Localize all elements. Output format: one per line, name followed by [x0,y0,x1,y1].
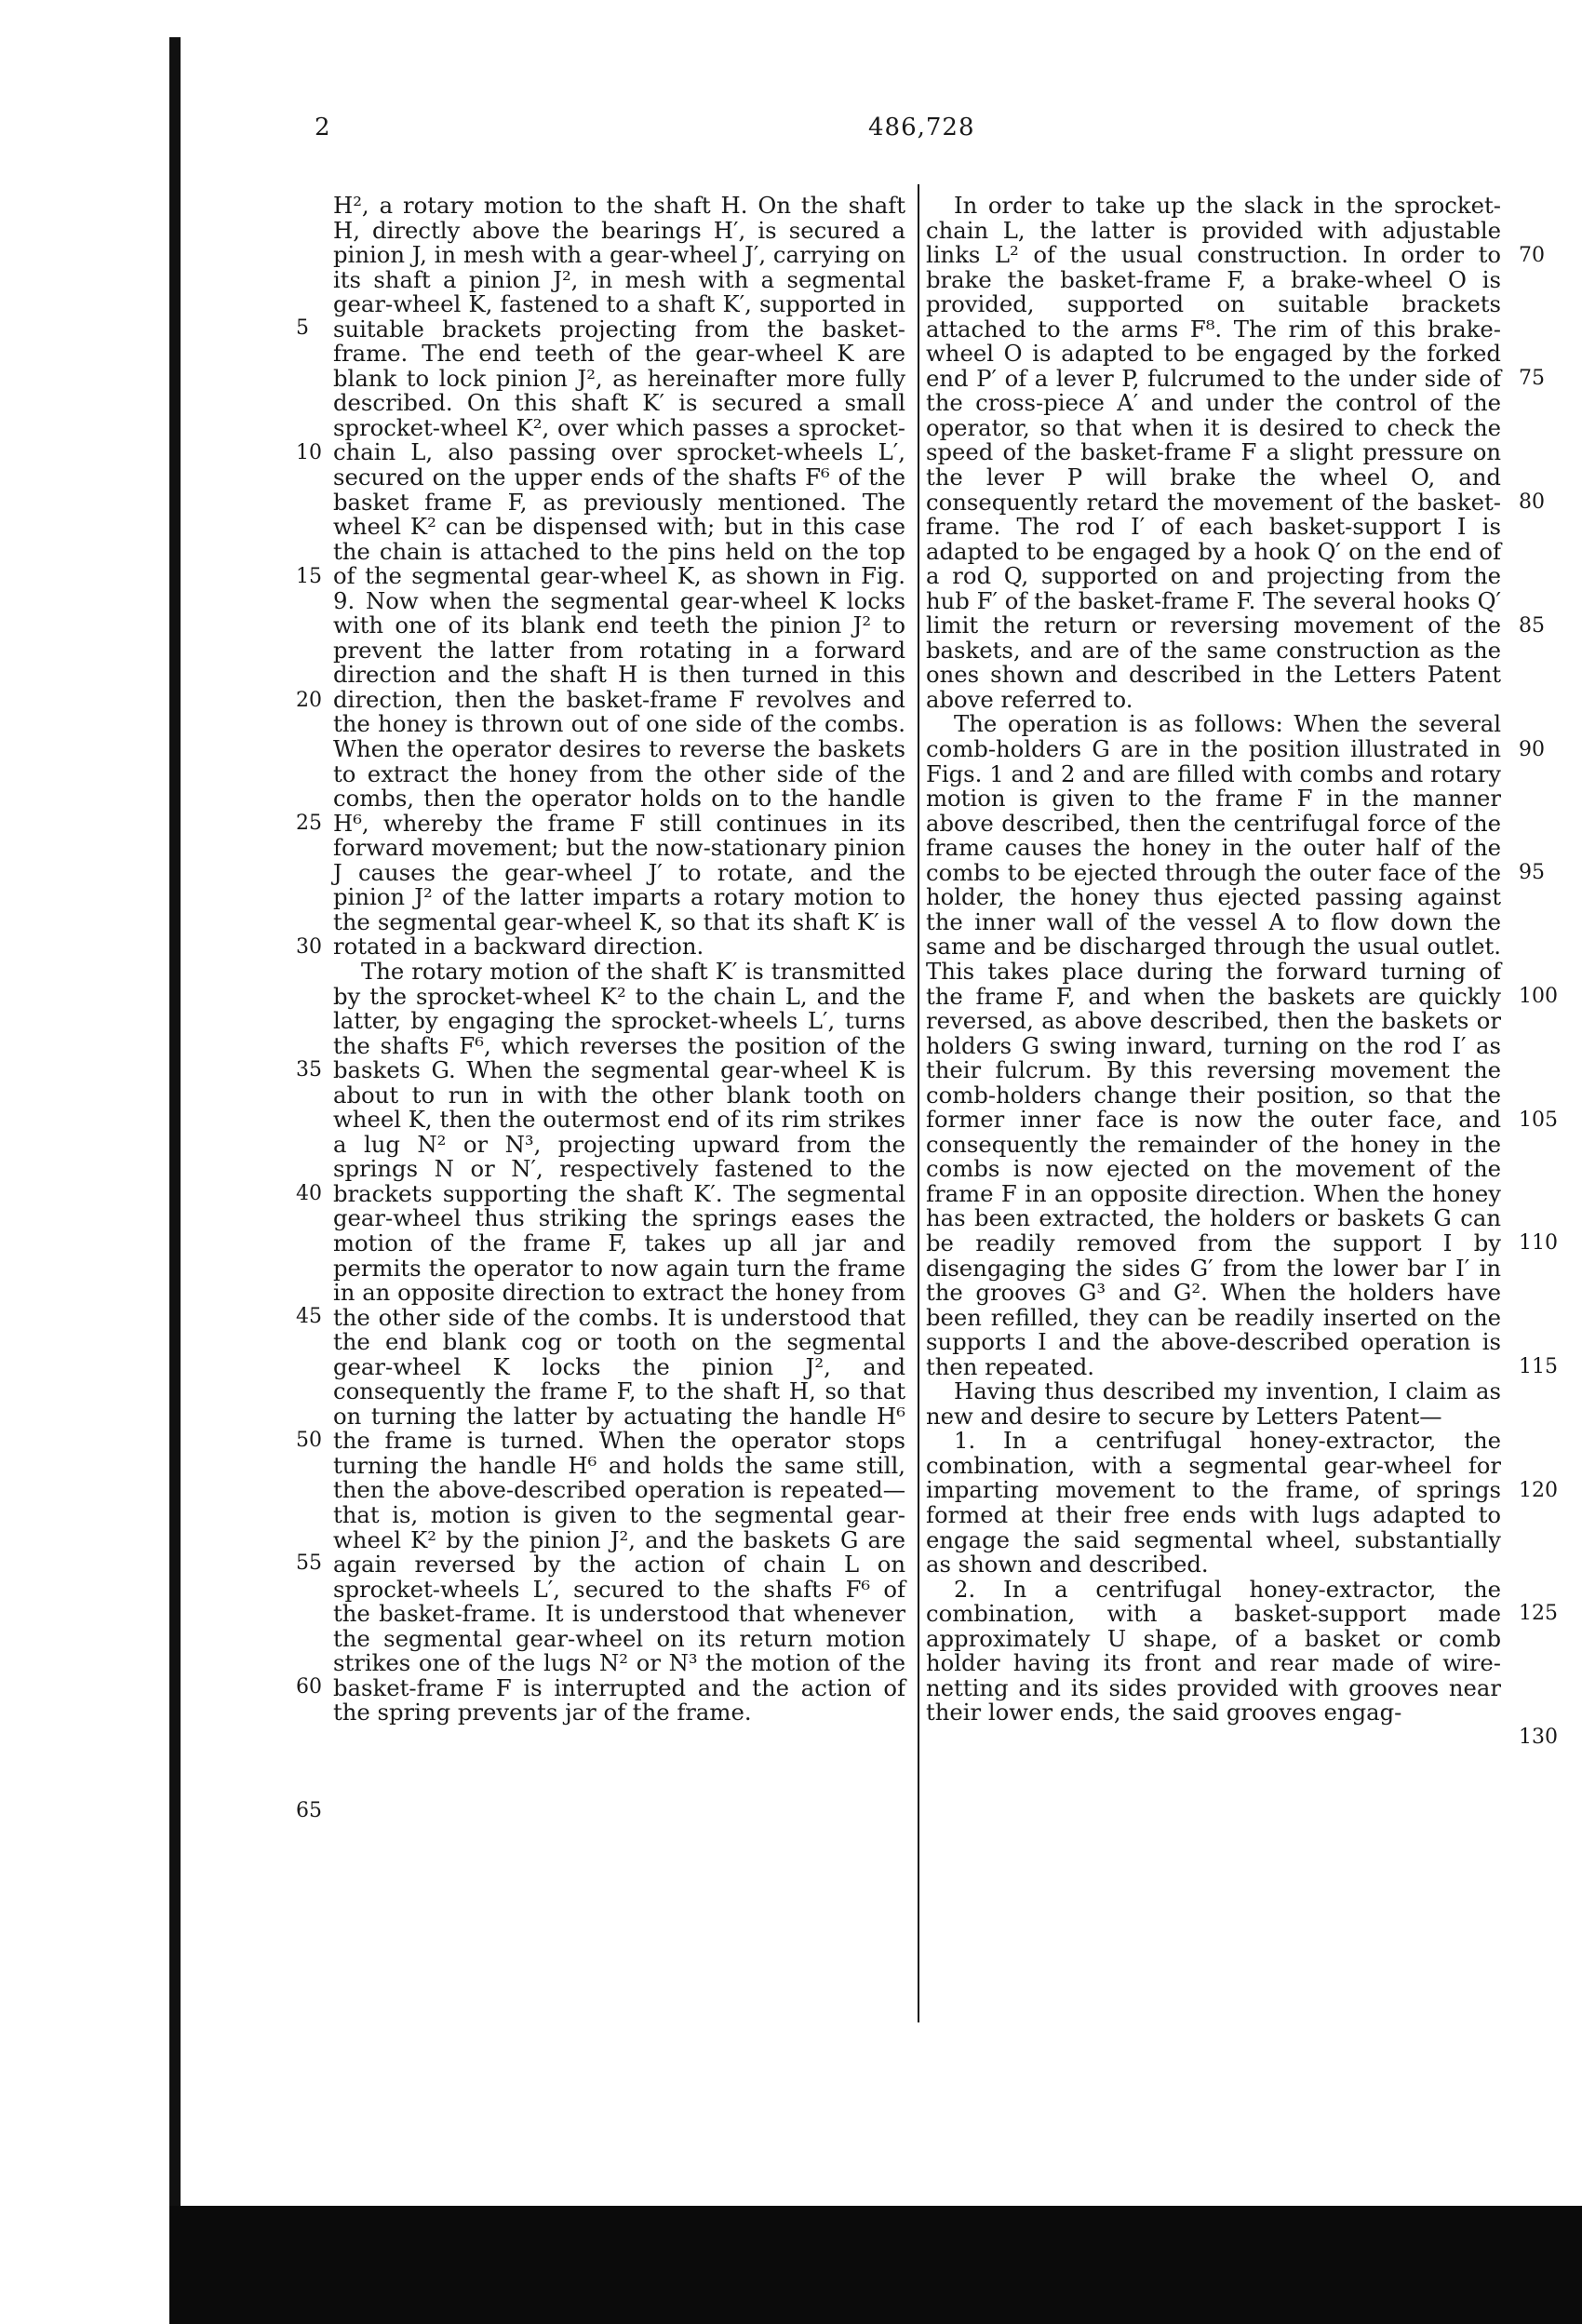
claim-2: 2. In a centrifugal honey-extractor, the combination, with a basket-support made approximately U shape, of a basket or comb holder having its front and rear made of wire-netting and its sides provided with grooves near their lower ends, the said grooves engag- [926,1575,1501,1726]
line-number: 110 [1519,1231,1558,1255]
scan-bottom-edge [169,2206,1582,2324]
patent-number: 486,728 [868,114,975,141]
paragraph: The rotary motion of the shaft K′ is transmitted by the sprocket-wheel K² to the chain L, and the latter, by engaging the sprocket-wheels L′, turns the shafts F⁶, which reverses the position of the baskets G. When the segmental gear-wheel K is about to run in with the other blank tooth on wheel K, then the outermost end of its rim strikes a lug N² or N³, projecting upward from the springs N or N′, respectively fastened to the brackets supporting the shaft K′. The segmental gear-wheel thus striking the springs eases the motion of the frame F, takes up all jar and permits the operator to now again turn the frame in an opposite direction to extract the honey from the other side of the combs. It is understood that the end blank cog or tooth on the segmental gear-wheel K locks the pinion J², and consequently the frame F, to the shaft H, so that on turning the latter by actuating the handle H⁶ the frame is turned. When the operator stops turning the handle H⁶ and holds the same still, then the above-described operation is repeated—that is, motion is given to the segmental gear-wheel K² by the pinion J², and the baskets G are again reversed by the action of chain L on sprocket-wheels L′, secured to the shafts F⁶ of the basket-frame. It is understood that whenever the segmental gear-wheel on its return motion strikes one of the lugs N² or N³ the motion of the basket-frame F is interrupted and the action of the spring prevents jar of the frame. [333,957,905,1726]
line-number: 120 [1519,1479,1558,1502]
claim-1: 1. In a centrifugal honey-extractor, the combination, with a segmental gear-wheel for imparting movement to the frame, of springs formed at their free ends with lugs adapted to engage the said segmental wheel, substantially as shown and described. [926,1427,1501,1578]
line-number: 10 [296,441,322,464]
line-number: 95 [1519,861,1545,884]
line-number: 65 [296,1799,322,1822]
line-number: 25 [296,812,322,835]
line-number: 90 [1519,738,1545,761]
line-number: 50 [296,1429,322,1452]
scan-left-edge [169,37,181,2206]
line-number: 70 [1519,244,1545,267]
line-number: 30 [296,935,322,959]
paragraph: Having thus described my invention, I claim as new and desire to secure by Letters Patent— [926,1377,1501,1430]
line-number: 80 [1519,490,1545,514]
line-number: 5 [296,316,309,340]
paragraph: The operation is as follows: When the several comb-holders G are in the position illustrated in Figs. 1 and 2 and are filled with combs and rotary motion is given to the frame F in the manner above described, then the centrifugal force of the frame causes the honey in the outer half of the combs to be ejected through the outer face of the holder, the honey thus ejected passing against the inner wall of the vessel A to flow down the same and be discharged through the usual outlet. This takes place during the forward turning of the frame F, and when the baskets are quickly reversed, as above described, then the baskets or holders G swing inward, turning on the rod I′ as their fulcrum. By this reversing movement the comb-holders change their position, so that the former inner face is now the outer face, and consequently the remainder of the honey in the combs is now ejected on the movement of the frame F in an opposite direction. When the honey has been extracted, the holders or baskets G can be readily removed from the support I by disengaging the sides G′ from the lower bar I′ in the grooves G³ and G². When the holders have been refilled, they can be readily inserted on the supports I and the above-described operation is then repeated. [926,710,1501,1380]
page-number: 2 [315,114,330,141]
line-number: 35 [296,1058,322,1081]
line-number: 105 [1519,1108,1558,1132]
line-number: 15 [296,565,322,588]
line-number: 20 [296,689,322,712]
left-column [333,194,905,1726]
line-number: 85 [1519,614,1545,638]
right-column [926,194,1501,1726]
line-number: 125 [1519,1602,1558,1625]
line-number: 100 [1519,985,1558,1008]
line-number: 55 [296,1552,322,1575]
column-divider [918,184,919,2022]
line-number: 75 [1519,367,1545,390]
line-number: 60 [296,1675,322,1699]
line-number: 45 [296,1305,322,1328]
line-number: 40 [296,1182,322,1205]
paragraph: In order to take up the slack in the sprocket-chain L, the latter is provided with adjustable links L² of the usual construction. In order to brake the basket-frame F, a brake-wheel O is provided, supported on suitable brackets attached to the arms F⁸. The rim of this brake-wheel O is adapted to be engaged by the forked end P′ of a lever P, fulcrumed to the under side of the cross-piece A′ and under the control of the operator, so that when it is desired to check the speed of the basket-frame F a slight pressure on the lever P will brake the wheel O, and consequently retard the movement of the basket-frame. The rod I′ of each basket-support I is adapted to be engaged by a hook Q′ on the end of a rod Q, supported on and projecting from the hub F′ of the basket-frame F. The several hooks Q′ limit the return or reversing movement of the baskets, and are of the same construction as the ones shown and described in the Letters Patent above referred to. [926,192,1501,713]
line-number: 115 [1519,1355,1558,1378]
line-number: 130 [1519,1726,1558,1749]
paragraph: H², a rotary motion to the shaft H. On the shaft H, directly above the bearings H′, is secured a pinion J, in mesh with a gear-wheel J′, carrying on its shaft a pinion J², in mesh with a segmental gear-wheel K, fastened to a shaft K′, supported in suitable brackets projecting from the basket-frame. The end teeth of the gear-wheel K are blank to lock pinion J², as hereinafter more fully described. On this shaft K′ is secured a small sprocket-wheel K², over which passes a sprocket-chain L, also passing over sprocket-wheels L′, secured on the upper ends of the shafts F⁶ of the basket frame F, as previously mentioned. The wheel K² can be dispensed with; but in this case the chain is attached to the pins held on the top of the segmental gear-wheel K, as shown in Fig. 9. Now when the segmental gear-wheel K locks with one of its blank end teeth the pinion J² to prevent the latter from rotating in a forward direction and the shaft H is then turned in this direction, then the basket-frame F revolves and the honey is thrown out of one side of the combs. When the operator desires to reverse the baskets to extract the honey from the other side of the combs, then the operator holds on to the handle H⁶, whereby the frame F still continues in its forward movement; but the now-stationary pinion J causes the gear-wheel J′ to rotate, and the pinion J² of the latter imparts a rotary motion to the segmental gear-wheel K, so that its shaft K′ is rotated in a backward direction. [333,192,905,960]
